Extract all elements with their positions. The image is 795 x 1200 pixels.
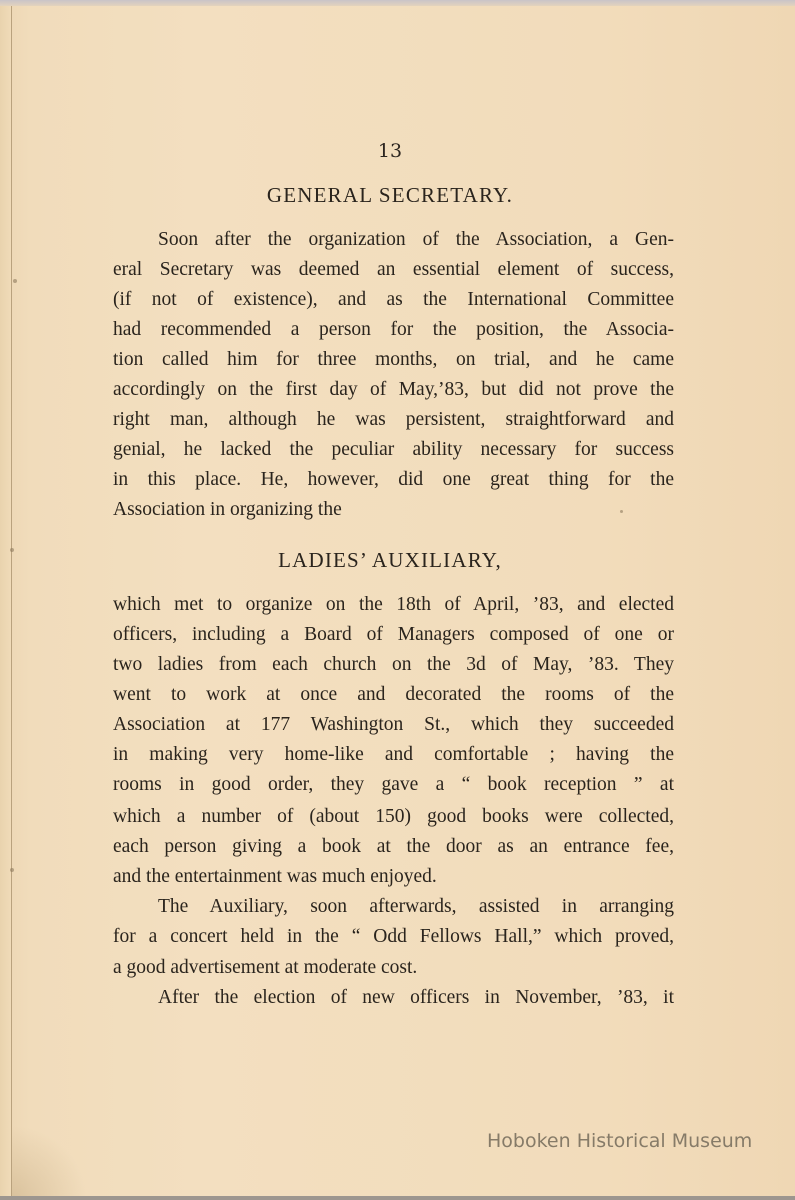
text-line: genial, he lacked the peculiar ability necessary for success <box>113 439 674 460</box>
section-heading-ladies-auxiliary: LADIES’ AUXILIARY, <box>278 548 502 572</box>
text-line: accordingly on the first day of May,’83, but did not prove the <box>113 379 674 400</box>
text-line: right man, although he was persistent, straightforward and <box>113 409 674 430</box>
text-line: rooms in good order, they gave a “ book reception ” at <box>113 774 674 795</box>
text-line: and the entertainment was much enjoyed. <box>113 866 437 887</box>
text-line: went to work at once and decorated the rooms of the <box>113 684 674 705</box>
corner-fold-shadow <box>12 1125 87 1200</box>
paper-blemish <box>13 279 17 283</box>
page-bottom-edge <box>0 1196 795 1200</box>
text-line: in this place. He, however, did one great thing for the <box>113 469 674 490</box>
text-line: eral Secretary was deemed an essential element of success, <box>113 259 674 280</box>
text-line: had recommended a person for the position, the Associa- <box>113 319 674 340</box>
text-line: Association in organizing the <box>113 499 342 520</box>
text-line: Soon after the organization of the Association, a Gen- <box>158 229 674 250</box>
text-line: After the election of new officers in November, ’83, it <box>158 987 674 1008</box>
text-line: Association at 177 Washington St., which they succeeded <box>113 714 674 735</box>
paper-blemish <box>10 868 14 872</box>
text-line: for a concert held in the “ Odd Fellows Hall,” which proved, <box>113 926 674 947</box>
text-line: The Auxiliary, soon afterwards, assisted in arranging <box>158 896 674 917</box>
section-heading-general-secretary: GENERAL SECRETARY. <box>266 183 514 207</box>
text-line: each person giving a book at the door as an entrance fee, <box>113 836 674 857</box>
text-line: which a number of (about 150) good books were collected, <box>113 806 674 827</box>
text-line: tion called him for three months, on trial, and he came <box>113 349 674 370</box>
text-line: which met to organize on the 18th of April, ’83, and elected <box>113 594 674 615</box>
page-number: 13 <box>377 140 403 162</box>
text-line: officers, including a Board of Managers composed of one or <box>113 624 674 645</box>
text-line: two ladies from each church on the 3d of May, ’83. They <box>113 654 674 675</box>
text-line: (if not of existence), and as the International Committee <box>113 289 674 310</box>
museum-watermark: Hoboken Historical Museum <box>487 1130 753 1152</box>
text-line: a good advertisement at moderate cost. <box>113 957 418 978</box>
text-line: in making very home-like and comfortable ; having the <box>113 744 674 765</box>
page-top-edge <box>0 0 795 6</box>
